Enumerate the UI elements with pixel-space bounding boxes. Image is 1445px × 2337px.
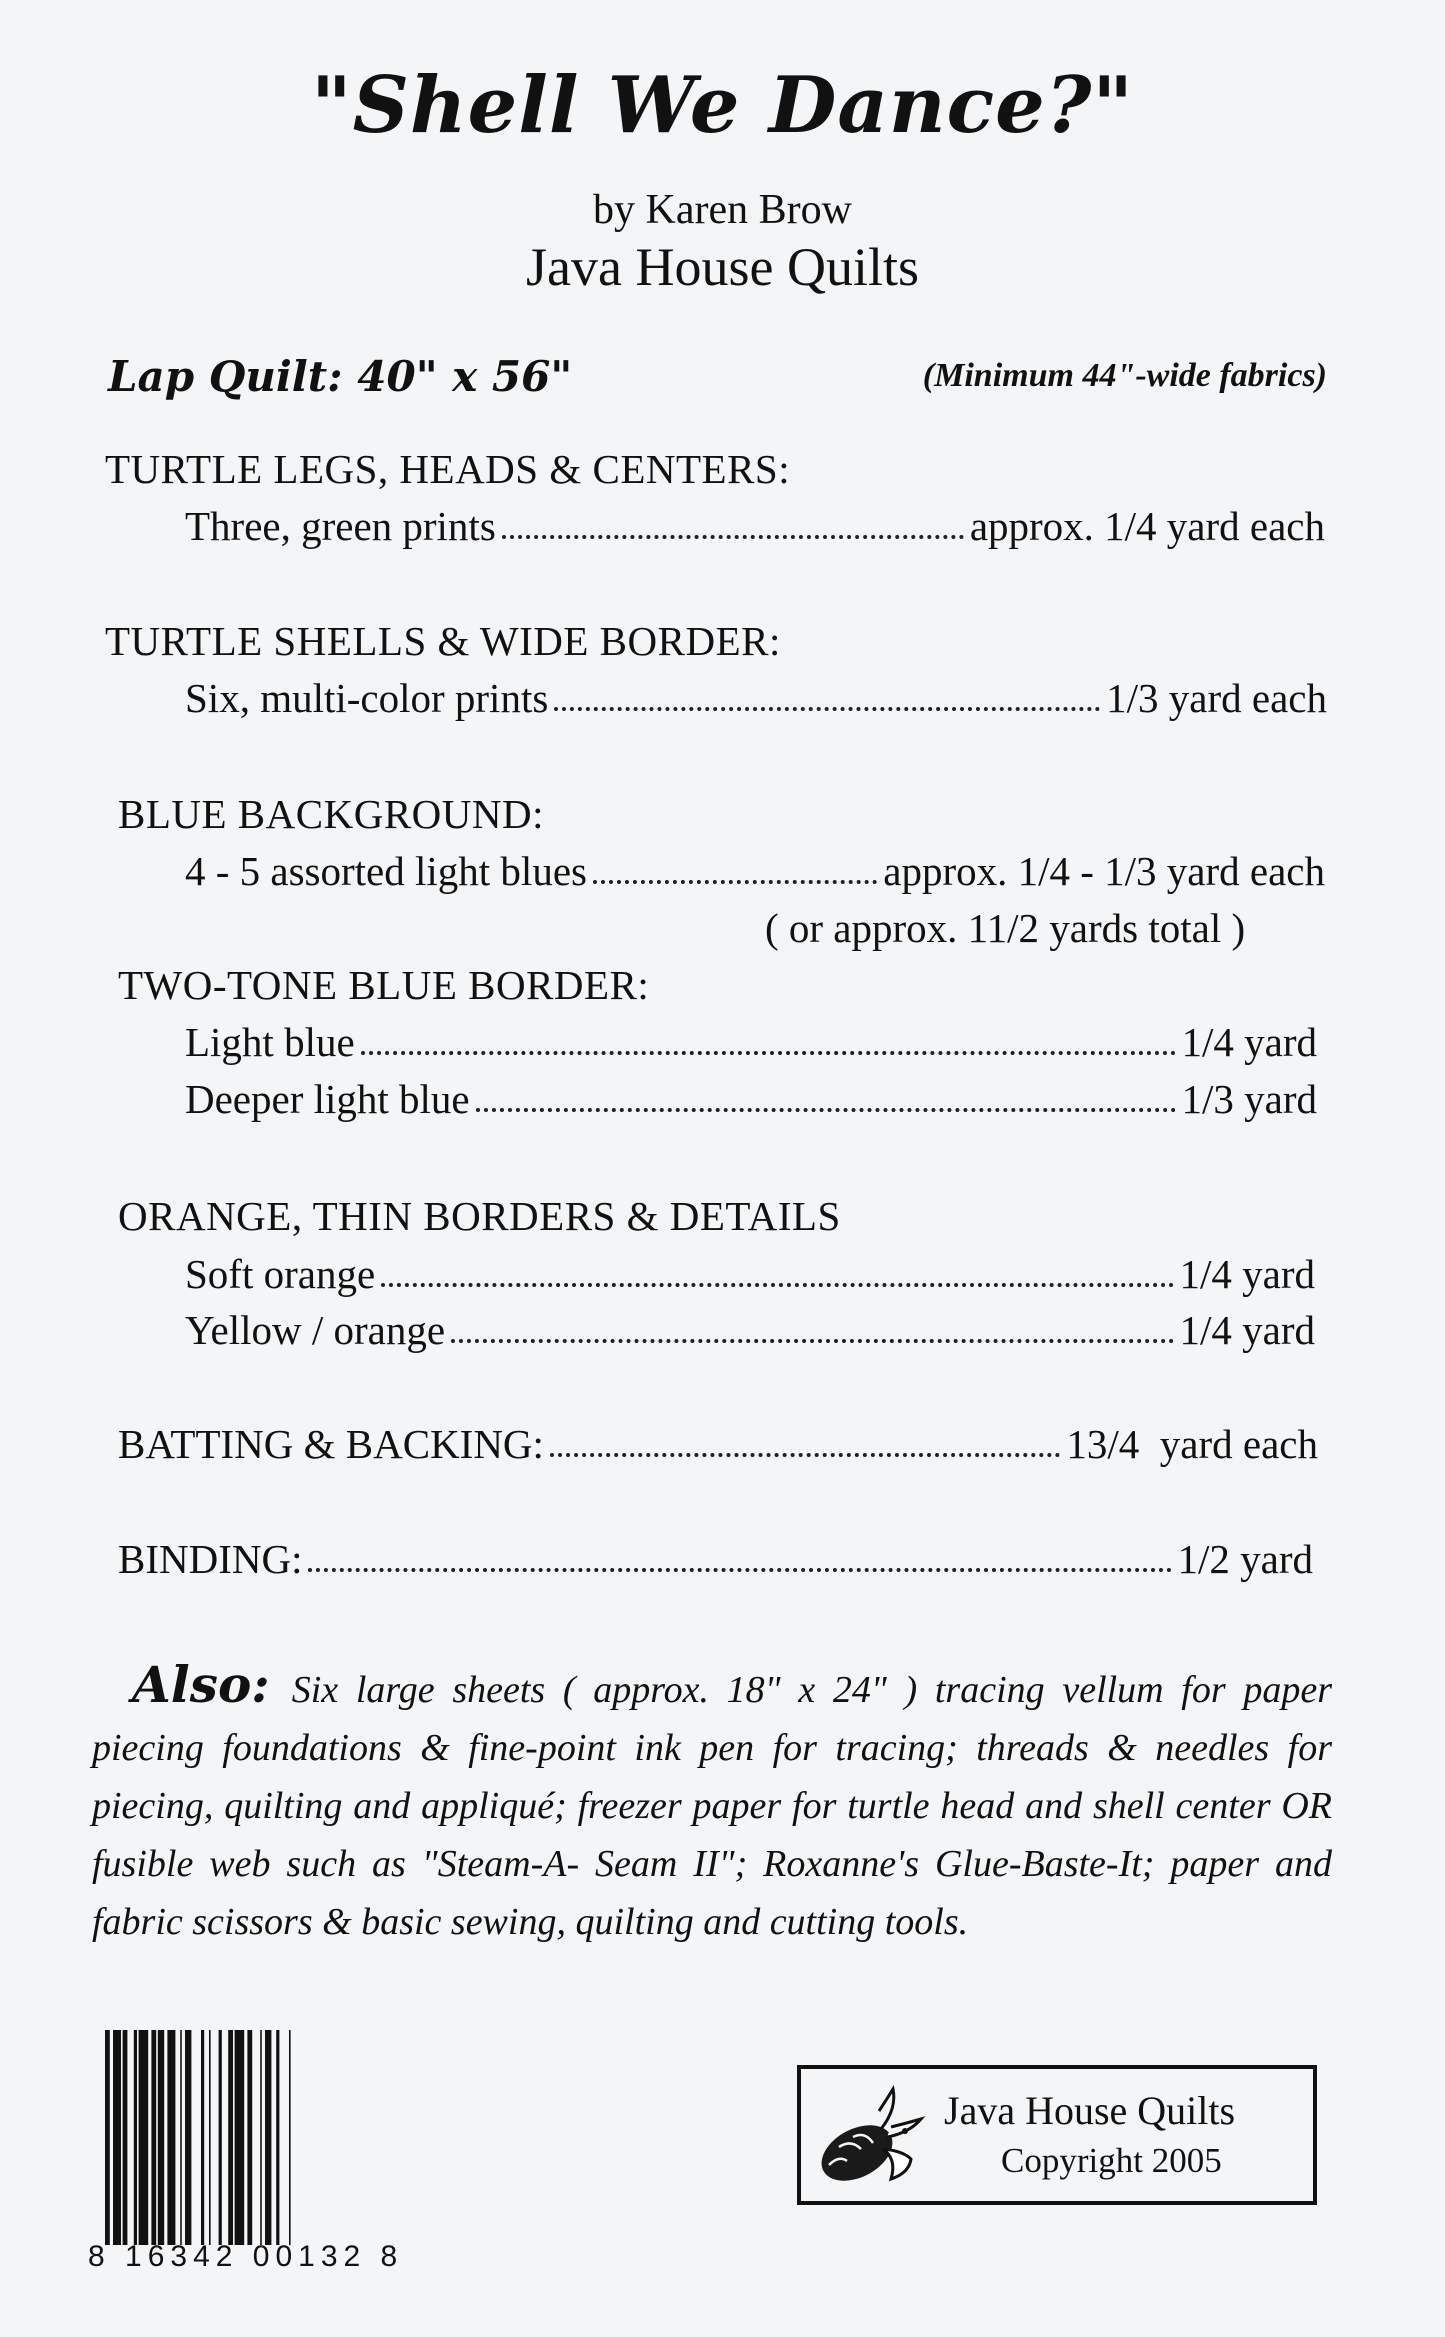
also-text: Six large sheets ( approx. 18" x 24" ) tracing vellum for paper piecing foundations & fine-point ink pen for tracing; threads & needles for piecing, quilting and appliqué; freezer paper for turtle head and shell center OR fusible web such as "Steam-A- Seam II"; Roxanne's Glue-Baste-It; paper and fabric scissors & basic sewing, quilting and cutting tools. xyxy=(92,1669,1332,1943)
list-item-binding xyxy=(118,1535,1313,1583)
item-label: Light blue xyxy=(185,1019,355,1065)
leader-dots xyxy=(361,1051,1176,1055)
list-item-batting xyxy=(118,1420,1318,1468)
list-item xyxy=(185,847,1325,895)
section-heading-orange: ORANGE, THIN BORDERS & DETAILS xyxy=(118,1193,841,1239)
item-amount: 1/4 yard xyxy=(1181,1019,1317,1065)
section-heading-turtle-legs: TURTLE LEGS, HEADS & CENTERS: xyxy=(105,446,791,492)
list-item xyxy=(185,1018,1317,1066)
item-label: 4 - 5 assorted light blues xyxy=(185,848,587,894)
item-amount: 1/4 yard xyxy=(1179,1251,1315,1297)
item-amount: approx. 1/4 - 1/3 yard each xyxy=(883,848,1325,894)
item-amount: 1/3 yard each xyxy=(1106,675,1327,721)
leader-dots xyxy=(308,1568,1171,1572)
publisher-logo xyxy=(797,2065,1317,2205)
item-amount: 1/4 yard xyxy=(1179,1307,1315,1353)
item-amount: 1/3 yard xyxy=(1181,1076,1317,1122)
turtle-icon xyxy=(809,2081,929,2199)
item-label: BINDING: xyxy=(118,1536,303,1582)
publisher-name: Java House Quilts xyxy=(526,237,919,297)
leader-dots xyxy=(554,707,1100,711)
section-heading-blue-background: BLUE BACKGROUND: xyxy=(118,791,544,837)
item-label: Soft orange xyxy=(185,1251,376,1297)
page-title: "Shell We Dance?" xyxy=(310,60,1135,151)
section-heading-turtle-shells: TURTLE SHELLS & WIDE BORDER: xyxy=(105,618,781,664)
item-label: BATTING & BACKING: xyxy=(118,1421,544,1467)
leader-dots xyxy=(550,1453,1060,1457)
item-label: Deeper light blue xyxy=(185,1076,470,1122)
logo-copyright: Copyright 2005 xyxy=(1001,2141,1222,2180)
barcode-digits: 8 16342 00132 8 xyxy=(88,2240,404,2273)
list-item xyxy=(185,1306,1315,1354)
item-label: Three, green prints xyxy=(185,503,496,549)
list-item xyxy=(185,502,1325,550)
leader-dots xyxy=(502,535,964,539)
list-item xyxy=(185,1250,1315,1298)
also-label: Also: xyxy=(132,1655,270,1714)
section-heading-two-tone-border: TWO-TONE BLUE BORDER: xyxy=(118,962,650,1008)
barcode-icon xyxy=(105,2030,485,2245)
logo-name: Java House Quilts xyxy=(944,2088,1236,2133)
yardage-total-note: ( or approx. 11/2 yards total ) xyxy=(765,905,1246,951)
leader-dots xyxy=(381,1283,1173,1287)
item-amount: 1/2 yard xyxy=(1177,1536,1313,1582)
author-byline: by Karen Brow xyxy=(593,187,852,233)
leader-dots xyxy=(476,1108,1176,1112)
also-notes xyxy=(92,1656,1332,1951)
list-item xyxy=(185,1075,1317,1123)
leader-dots xyxy=(593,880,877,884)
item-label: Six, multi-color prints xyxy=(185,675,549,721)
leader-dots xyxy=(451,1339,1173,1343)
item-amount: approx. 1/4 yard each xyxy=(969,503,1325,549)
item-amount: 13/4 yard each xyxy=(1066,1421,1318,1467)
quilt-size: Lap Quilt: 40" x 56" xyxy=(108,352,573,401)
list-item xyxy=(185,674,1327,722)
fabric-width-note: (Minimum 44"-wide fabrics) xyxy=(922,357,1327,394)
item-label: Yellow / orange xyxy=(185,1307,446,1353)
